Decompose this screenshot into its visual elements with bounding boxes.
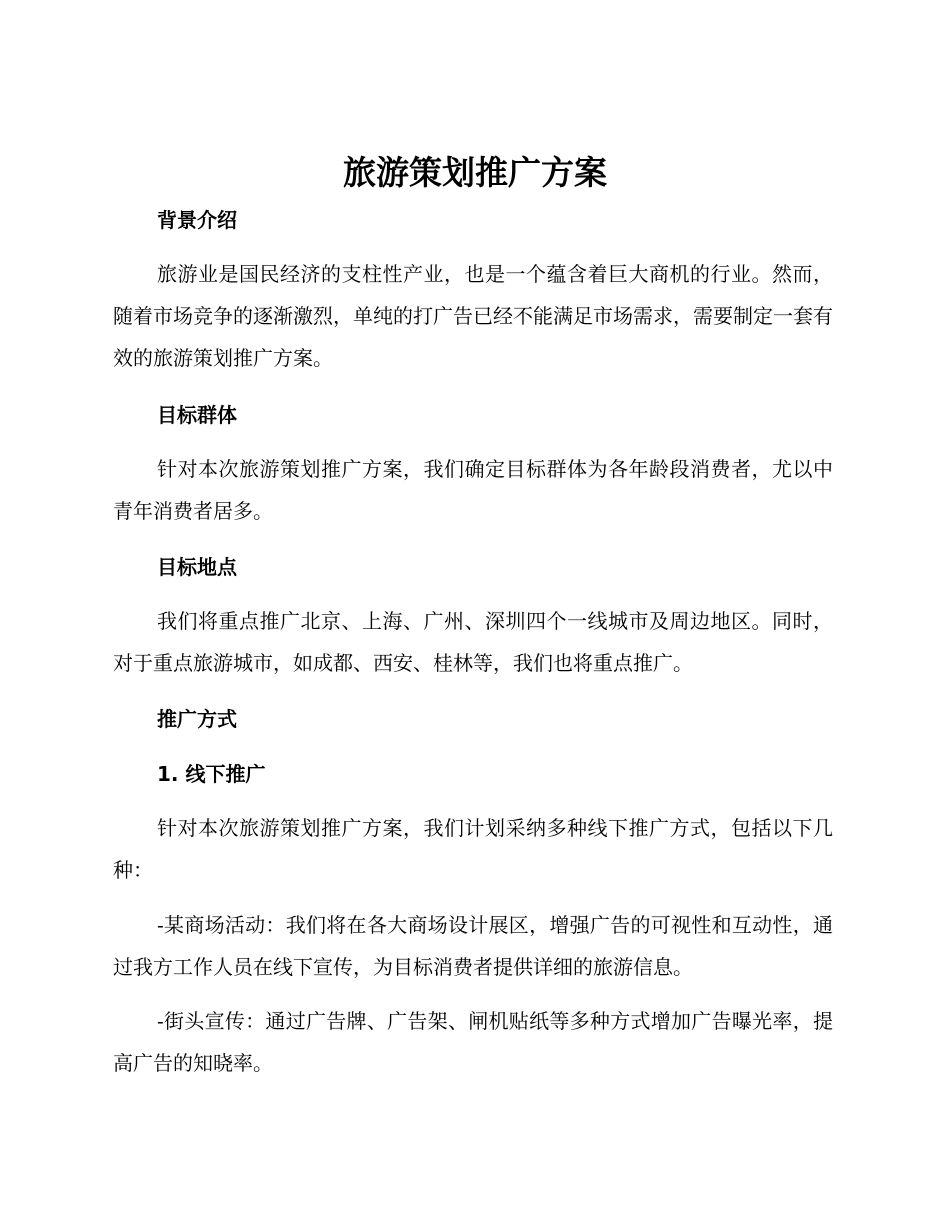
paragraph-mall-activity: -某商场活动：我们将在各大商场设计展区，增强广告的可视性和互动性，通过我方工作人员在线下宣传，为目标消费者提供详细的旅游信息。 — [113, 913, 833, 979]
section-heading-offline-promotion: 1. 线下推广 — [157, 762, 266, 786]
paragraph-offline-intro: 针对本次旅游策划推广方案，我们计划采纳多种线下推广方式，包括以下几种： — [113, 816, 833, 882]
section-heading-promotion-methods: 推广方式 — [157, 707, 237, 731]
section-heading-target-group: 目标群体 — [157, 403, 237, 427]
section-heading-target-locations: 目标地点 — [157, 555, 237, 579]
paragraph-target-locations: 我们将重点推广北京、上海、广州、深圳四个一线城市及周边地区。同时，对于重点旅游城市，如成都、西安、桂林等，我们也将重点推广。 — [113, 609, 833, 675]
paragraph-background: 旅游业是国民经济的支柱性产业，也是一个蕴含着巨大商机的行业。然而，随着市场竞争的逐渐激烈，单纯的打广告已经不能满足市场需求，需要制定一套有效的旅游策划推广方案。 — [113, 262, 833, 370]
paragraph-target-group: 针对本次旅游策划推广方案，我们确定目标群体为各年龄段消费者，尤以中青年消费者居多。 — [113, 457, 833, 523]
section-heading-background: 背景介绍 — [157, 208, 237, 232]
document-title: 旅游策划推广方案 — [343, 153, 607, 192]
paragraph-street-promotion: -街头宣传：通过广告牌、广告架、闸机贴纸等多种方式增加广告曝光率，提高广告的知晓率。 — [113, 1009, 833, 1075]
